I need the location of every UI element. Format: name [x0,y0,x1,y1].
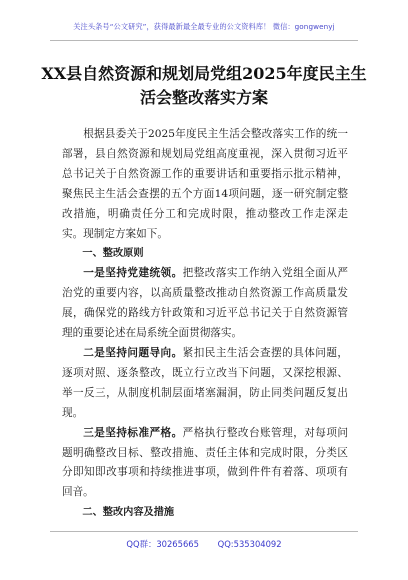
intro-paragraph: 根据县委关于2025年度民主生活会整改落实工作的统一部署，县自然资源和规划局党组高度重视，深入贯彻习近平总书记关于自然资源工作的重要讲话和重要指示批示精神，聚焦民主生活会查摆的五个方面14项问题，逐一研究制定整改措施，明确责任分工和完成时限，推动整改工作走深走实。现制定方案如下。 [62,128,348,240]
header-divider [50,40,358,41]
principle-lead-1: 一是坚持党建统领。 [83,267,183,280]
header-promo-note: 关注头条号“公文研究”，获得最新最全最专业的公文资料库！ 微信：gongwenyj [73,22,335,31]
principle-paragraph-1 [62,264,348,344]
principle-text-1: 把整改落实工作纳入党组全面从严治党的重要内容，以高质量整改推动自然资源工作高质量发展，确保党的路线方针政策和习近平总书记关于自然资源管理的重要论述在局系统全面贯彻落实。 [62,267,349,340]
principle-text-3: 严格执行整改台账管理，对每项问题明确整改目标、整改措施、责任主体和完成时限，分类区分即知即改事项和持续推进事项，做到件件有着落、项项有回音。 [62,426,349,499]
principle-text-2: 紧扣民主生活会查摆的具体问题，逐项对照、逐条整改，既立行立改当下问题，又深挖根源、举一反三，从制度机制层面堵塞漏洞，防止同类问题反复出现。 [62,346,349,419]
section-heading-principles: 一、整改原则 [82,248,144,260]
principle-paragraph-2 [62,344,348,424]
section-heading-measures: 二、整改内容及措施 [82,507,175,519]
principle-lead-2: 二是坚持问题导向。 [83,346,183,359]
document-body [62,125,348,523]
footer-contacts [0,538,408,550]
footer-qq: QQ:535304092 [217,539,282,549]
document-title: XX县自然资源和规划局党组2025年度民主生活会整改落实方案 [41,64,367,107]
footer-divider [50,531,358,532]
principle-paragraph-3 [62,424,348,504]
footer-qq-group: QQ群：30265665 [126,539,199,549]
principle-lead-3: 三是坚持标准严格。 [83,426,183,439]
